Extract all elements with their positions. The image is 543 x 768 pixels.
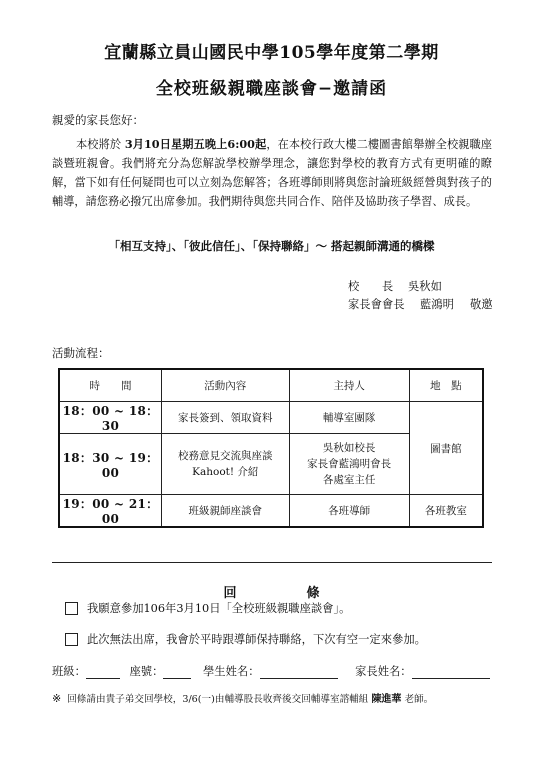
table-header-row: [59, 369, 483, 402]
row2-time: 18：30 ~ 19：00: [59, 434, 162, 495]
row2-content-line1: 校務意見交流與座談: [178, 450, 273, 462]
reply-fields: [52, 663, 490, 679]
note-text: 回條請由貴子弟交回學校，3/6(一)由輔導股長收齊後交回輔導室諮輔組: [67, 694, 369, 705]
header-content: 活動內容: [162, 369, 289, 402]
class-field[interactable]: [86, 666, 120, 679]
row2-host-line2: 家長會藍鴻明會長: [307, 458, 392, 470]
parent-title: 家長會會長: [348, 298, 405, 311]
shared-place: 圖書館: [409, 402, 483, 495]
header-time: 時 間: [59, 369, 162, 402]
row2-host: [289, 434, 409, 495]
row2-content: [162, 434, 289, 495]
invite-word: 敬邀: [470, 298, 493, 311]
table-row: [59, 402, 483, 434]
reply-title-left: 回: [223, 586, 237, 601]
row1-time: 18：00 ~ 18：30: [59, 402, 162, 434]
event-datetime: 3月10日星期五晚上6:00起: [124, 137, 267, 151]
reply-slip-title: [0, 582, 543, 601]
return-note: [52, 690, 433, 705]
document-title: 宜蘭縣立員山國民中學105學年度第二學期: [104, 43, 439, 63]
note-end: 老師。: [404, 694, 434, 705]
student-name-field[interactable]: [260, 666, 338, 679]
schedule-table: [58, 368, 484, 528]
invitation-paragraph: [52, 135, 492, 211]
signature-principal: [348, 278, 442, 294]
row1-content: 家長簽到、領取資料: [162, 402, 289, 434]
header-host: 主持人: [289, 369, 409, 402]
parent-name: 藍鴻明: [420, 298, 454, 311]
greeting: 親愛的家長您好：: [52, 113, 144, 127]
seat-field-label: 座號：: [129, 665, 164, 678]
principal-title: 校 長: [348, 280, 394, 293]
row3-host: 各班導師: [289, 495, 409, 528]
slogan: 「相互支持」、「彼此信任」、「保持聯絡」～ 搭起親師溝通的橋樑: [108, 239, 435, 253]
decline-checkbox[interactable]: [65, 633, 78, 646]
para-part1: 本校將於: [76, 138, 122, 151]
row3-time: 19：00 ~ 21：00: [59, 495, 162, 528]
document-subtitle: 全校班級親職座談會−邀請函: [155, 79, 388, 99]
principal-name: 吳秋如: [408, 280, 442, 293]
student-name-label: 學生姓名：: [203, 665, 260, 678]
row2-host-line1: 吳秋如校長: [322, 442, 376, 454]
class-field-label: 班級：: [52, 665, 86, 678]
header-place: 地 點: [409, 369, 483, 402]
option-attend-label: 我願意參加106年3月10日「全校班級親職座談會」。: [87, 602, 351, 615]
para-part2: ，在本校行政大樓二樓圖書館舉辦全校親職座談暨班親會。我們將充分為您解說學校辦學理念，讓您對學校的教育方式有更明確的瞭解，當下如有任何疑問也可以立刻為您解答；各班導師則將與您討論班級經營與對孩子的輔導，請您務必撥冗出席參加。我們期待與您共同合作、陪伴及協助孩子學習、成長。: [52, 138, 492, 208]
row2-content-line2: Kahoot! 介紹: [192, 466, 259, 478]
teacher-name: 陳進華: [371, 694, 402, 705]
parent-name-field[interactable]: [412, 666, 490, 679]
row3-content: 班級親師座談會: [162, 495, 289, 528]
reply-title-right: 條: [306, 586, 320, 601]
parent-name-label: 家長姓名：: [355, 665, 412, 678]
seat-field[interactable]: [163, 666, 191, 679]
schedule-label: 活動流程：: [52, 346, 110, 360]
note-mark: ※: [52, 692, 62, 705]
row2-host-line3: 各處室主任: [322, 474, 376, 486]
row1-host: 輔導室團隊: [289, 402, 409, 434]
table-row: [59, 495, 483, 528]
signature-parent-chair: [348, 296, 493, 312]
attend-checkbox[interactable]: [65, 602, 78, 615]
option-decline[interactable]: [65, 631, 426, 647]
row3-place: 各班教室: [409, 495, 483, 528]
option-attend[interactable]: [65, 600, 350, 616]
option-decline-label: 此次無法出席，我會於平時跟導師保持聯絡，下次有空一定來參加。: [87, 633, 426, 646]
cut-line-divider: [52, 562, 492, 563]
